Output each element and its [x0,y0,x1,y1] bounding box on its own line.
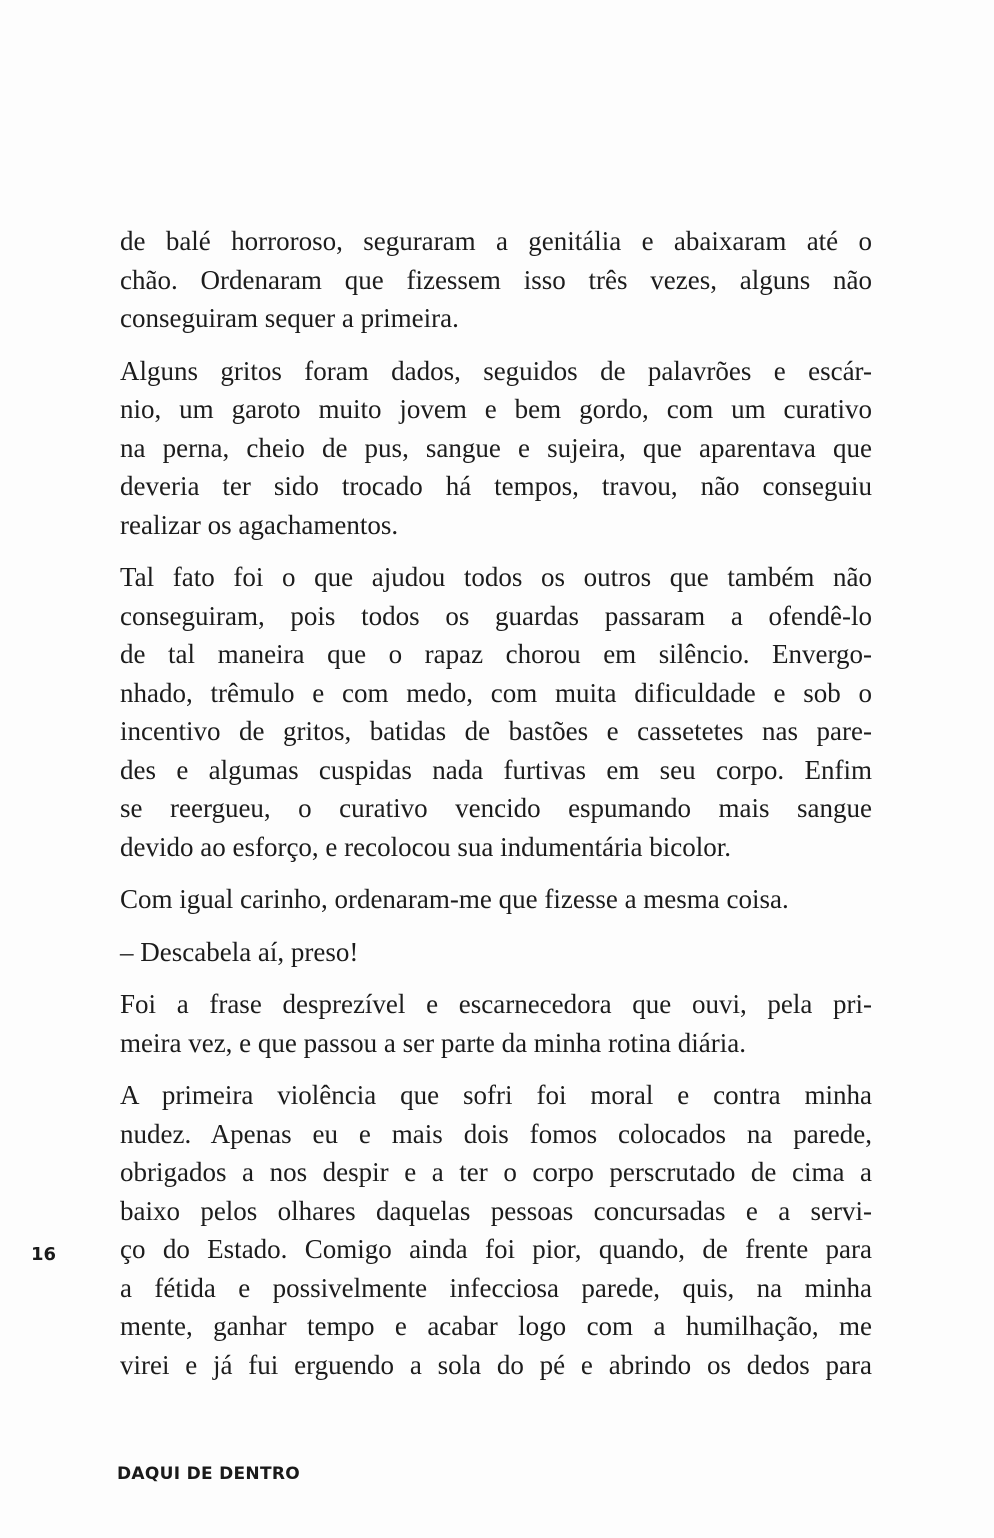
text-line: conseguiram, pois todos os guardas passaram a ofendê-lo [120,600,872,631]
text-line: obrigados a nos despir e a ter o corpo perscrutado de cima a [120,1157,872,1187]
paragraph-6 [120,985,872,1062]
text-line: des e algumas cuspidas nada furtivas em seu corpo. Enfim [120,754,872,785]
text-line: Tal fato foi o que ajudou todos os outros que também não [120,562,872,592]
text-line: A primeira violência que sofri foi moral e contra minha [120,1080,872,1110]
text-line: se reergueu, o curativo vencido espumando mais sangue [120,793,872,823]
text-line: incentivo de gritos, batidas de bastões e cassetetes nas pare- [120,716,872,746]
text-line: mente, ganhar tempo e acabar logo com a humilhação, me [120,1311,872,1341]
dialogue-line [120,933,872,972]
text-line: nudez. Apenas eu e mais dois fomos colocados na parede, [120,1118,872,1149]
text-line: virei e já fui erguendo a sola do pé e abrindo os dedos para [120,1349,872,1380]
text-line: conseguiram sequer a primeira. [120,303,459,333]
text-line: ço do Estado. Comigo ainda foi pior, quando, de frente para [120,1234,872,1264]
text-line: Alguns gritos foram dados, seguidos de palavrões e escár- [120,355,872,386]
paragraph-7 [120,1076,872,1384]
text-line: na perna, cheio de pus, sangue e sujeira, que aparentava que [120,432,872,463]
text-line: nhado, trêmulo e com medo, com muita dificuldade e sob o [120,677,872,708]
running-footer: DAQUI DE DENTRO [117,1464,300,1484]
text-line: de balé horroroso, seguraram a genitália e abaixaram até o [120,226,872,256]
text-line: meira vez, e que passou a ser parte da minha rotina diária. [120,1027,746,1058]
page-number: 16 [31,1244,57,1265]
text-line: deveria ter sido trocado há tempos, travou, não conseguiu [120,471,872,501]
text-line: de tal maneira que o rapaz chorou em silêncio. Envergo- [120,639,872,669]
text-line: a fétida e possivelmente infecciosa parede, quis, na minha [120,1272,872,1303]
text-line: Com igual carinho, ordenaram-me que fizesse a mesma coisa. [120,884,789,914]
text-line: realizar os agachamentos. [120,509,399,540]
body-text [120,222,872,1398]
text-line: baixo pelos olhares daquelas pessoas concursadas e a servi- [120,1195,872,1226]
paragraph-4 [120,880,872,919]
text-line: devido ao esforço, e recolocou sua indumentária bicolor. [120,831,732,862]
text-line: nio, um garoto muito jovem e bem gordo, com um curativo [120,394,872,424]
text-line: – Descabela aí, preso! [120,936,359,967]
paragraph-1 [120,222,872,338]
text-line: Foi a frase desprezível e escarnecedora que ouvi, pela pri- [120,989,872,1019]
text-line: chão. Ordenaram que fizessem isso três vezes, alguns não [120,264,872,295]
paragraph-3 [120,558,872,866]
paragraph-2 [120,352,872,545]
